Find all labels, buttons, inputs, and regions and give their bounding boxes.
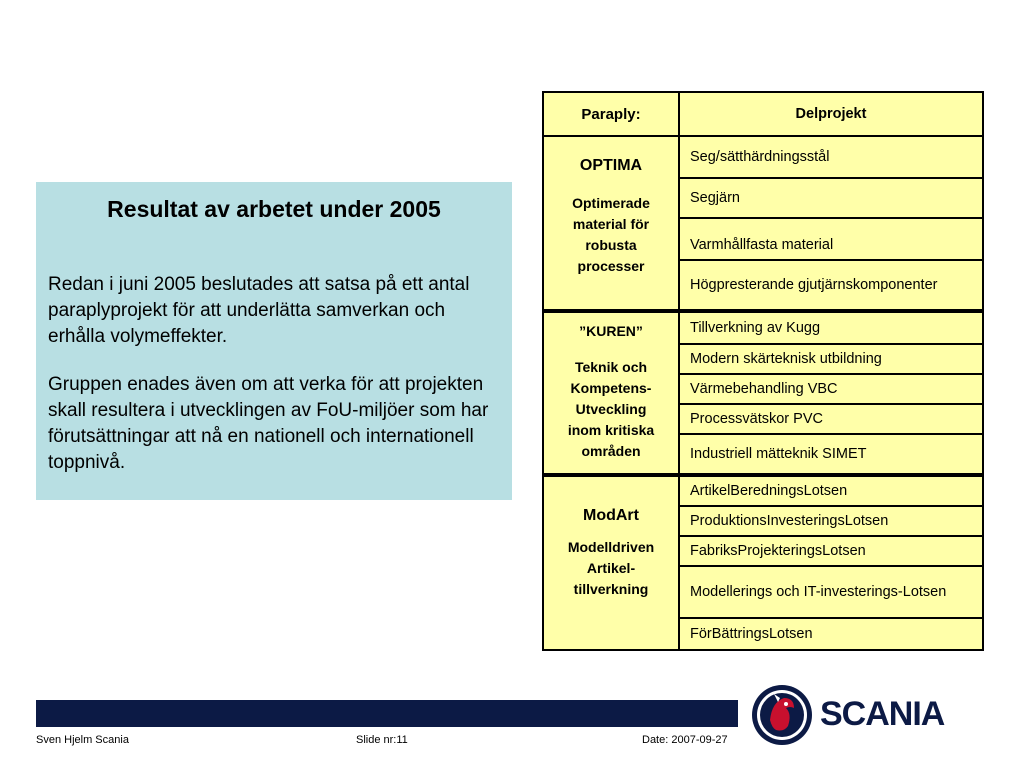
- group-title: ”KUREN”: [579, 323, 643, 339]
- list-item: Modern skärteknisk utbildning: [680, 345, 982, 373]
- footer-date: Date: 2007-09-27: [642, 734, 728, 746]
- list-item: Segjärn: [680, 179, 982, 217]
- footer-author: Sven Hjelm Scania: [36, 734, 129, 746]
- group-kuren: [544, 313, 678, 473]
- group-title: ModArt: [583, 507, 639, 524]
- scania-logo: [750, 680, 982, 750]
- group-subtitle: Modelldriven Artikel-tillverkning: [567, 539, 655, 597]
- results-heading: Resultat av arbetet under 2005: [107, 196, 441, 222]
- group-title: OPTIMA: [579, 157, 643, 174]
- subtitle-line: Utveckling: [575, 401, 647, 417]
- footer-bar: [36, 700, 738, 727]
- list-item: Seg/sätthärdningsstål: [680, 137, 982, 177]
- list-item: ArtikelBeredningsLotsen: [680, 477, 982, 505]
- list-item: FörBättringsLotsen: [680, 619, 982, 649]
- results-textbox: [36, 182, 512, 500]
- list-item: ProduktionsInvesteringsLotsen: [680, 507, 982, 535]
- list-item: Högpresterande gjutjärnskomponenter: [680, 261, 982, 309]
- list-item: Värmebehandling VBC: [680, 375, 982, 403]
- list-item: Varmhållfasta material: [680, 219, 982, 259]
- list-item: Processvätskor PVC: [680, 405, 982, 433]
- group-subtitle: [544, 357, 678, 462]
- group-modart: [544, 477, 678, 649]
- list-item: Tillverkning av Kugg: [680, 313, 982, 343]
- header-subprojects: Delprojekt: [680, 93, 982, 135]
- results-paragraph-1: Redan i juni 2005 beslutades att satsa på ett antal paraplyprojekt för att underlätta samverkan och erhålla volymeffekter.: [48, 274, 470, 347]
- list-item: Modellerings och IT-investerings-Lotsen: [680, 567, 982, 617]
- group-subtitle: Optimerade material för robusta processer: [572, 195, 650, 274]
- subtitle-line: områden: [581, 443, 641, 459]
- header-umbrella: Paraply:: [544, 93, 678, 135]
- results-paragraph-2: Gruppen enades även om att verka för att projekten skall resultera i utvecklingen av FoU-miljöer som har förutsättningar att nå en nationell och internationell toppnivå.: [48, 374, 489, 473]
- group-optima: [544, 137, 678, 309]
- footer-slide-number: Slide nr:11: [356, 734, 408, 746]
- subtitle-line: inom kritiska: [567, 422, 655, 438]
- project-table: [542, 91, 984, 651]
- scania-wordmark: SCANIA: [820, 695, 945, 733]
- subtitle-line: Kompetens-: [570, 380, 652, 396]
- list-item: Industriell mätteknik SIMET: [680, 435, 982, 473]
- subtitle-line: Teknik och: [574, 359, 648, 375]
- list-item: FabriksProjekteringsLotsen: [680, 537, 982, 565]
